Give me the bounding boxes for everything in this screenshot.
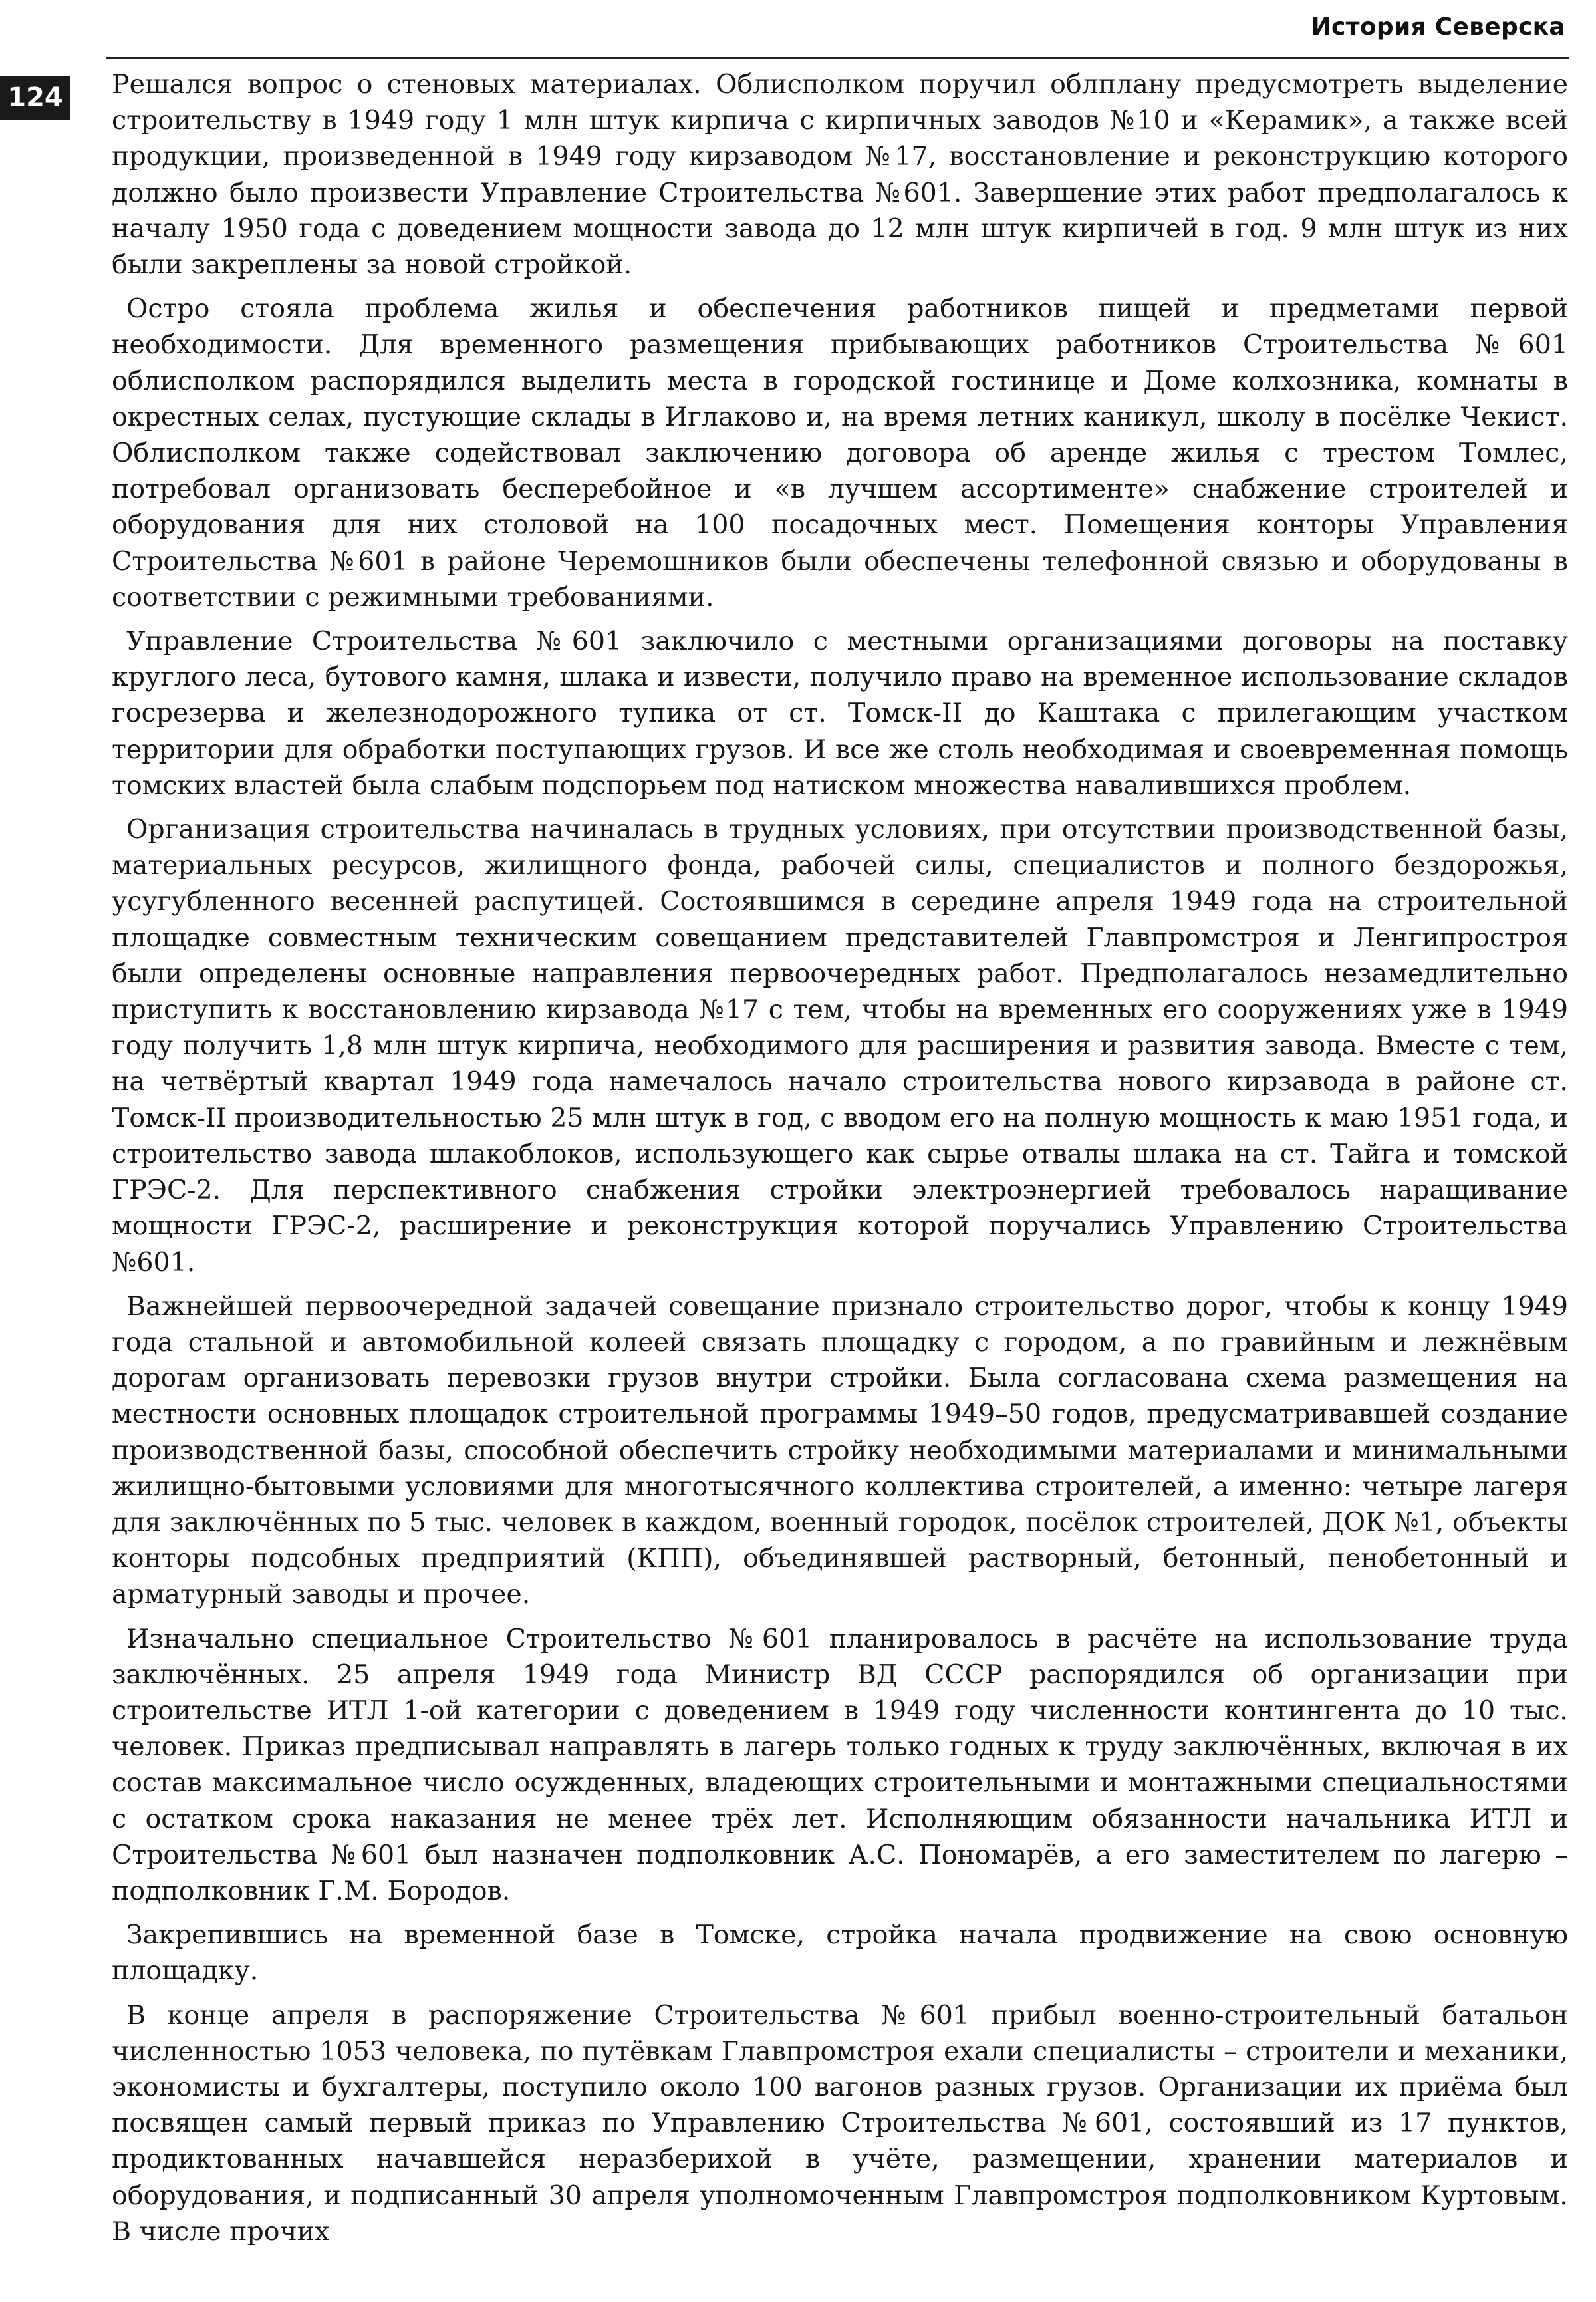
paragraph-1: Решался вопрос о стеновых материалах. Облисполком поручил облплану предусмотреть выделение строительству в 1949 году 1 млн штук кирпича с кирпичных заводов №10 и «Керамик», а также всей продукции, произведенной в 1949 году кирзаводом №17, восстановление и реконструкцию которого должно было произвести Управление Строительства №601. Завершение этих работ предполагалось к началу 1950 года с доведением мощности завода до 12 млн штук кирпичей в год. 9 млн штук из них были закреплены за новой стройкой. (112, 69, 1568, 281)
article-body (112, 67, 1568, 2257)
paragraph-7: Закрепившись на временной базе в Томске, стройка начала продвижение на свою основную площадку. (112, 1920, 1568, 1987)
paragraph-3: Управление Строительства №601 заключило с местными организациями договоры на поставку круглого леса, бутового камня, шлака и извести, получило право на временное использование складов госрезерва и железнодорожного тупика от ст. Томск-II до Каштака с прилегающим участком территории для обработки поступающих грузов. И все же столь необходимая и своевременная помощь томских властей была слабым подспорьем под натиском множества навалившихся проблем. (112, 626, 1568, 801)
paragraph-8: В конце апреля в распоряжение Строительства №601 прибыл военно-строительный батальон численностью 1053 человека, по путёвкам Главпромстроя ехали специалисты – строители и механики, экономисты и бухгалтеры, поступило около 100 вагонов разных грузов. Организации их приёма был посвящен самый первый приказ по Управлению Строительства №601, состоявший из 17 пунктов, продиктованных начавшейся неразберихой в учёте, размещении, хранении материалов и оборудования, и подписанный 30 апреля уполномоченным Главпромстроя подполковником Куртовым. В числе прочих (112, 1999, 1568, 2247)
paragraph-5: Важнейшей первоочередной задачей совещание признало строительство дорог, чтобы к концу 1949 года стальной и автомобильной колеей связать площадку с городом, а по гравийным и лежнёвым дорогам организовать перевозки грузов внутри стройки. Была согласована схема размещения на местности основных площадок строительной программы 1949–50 годов, предусматривавшей создание производственной базы, способной обеспечить стройку необходимыми материалами и минимальными жилищно-бытовыми условиями для многотысячного коллектива строителей, а именно: четыре лагеря для заключённых по 5 тыс. человек в каждом, военный городок, посёлок строителей, ДОК №1, объекты конторы подсобных предприятий (КПП), объединявшей растворный, бетонный, пенобетонный и арматурный заводы и прочее. (112, 1290, 1568, 1610)
header-rule (106, 57, 1569, 59)
paragraph-4: Организация строительства начиналась в трудных условиях, при отсутствии производственной базы, материальных ресурсов, жилищного фонда, рабочей силы, специалистов и полного бездорожья, усугубленного весенней распутицей. Состоявшимся в середине апреля 1949 года на строительной площадке совместным техническим совещанием представителей Главпромстроя и Ленгипростроя были определены основные направления первоочередных работ. Предполагалось незамедлительно приступить к восстановлению кирзавода №17 с тем, чтобы на временных его сооружениях уже в 1949 году получить 1,8 млн штук кирпича, необходимого для расширения и развития завода. Вместе с тем, на четвёртый квартал 1949 года намечалось начало строительства нового кирзавода в районе ст. Томск-II производительностью 25 млн штук в год, с вводом его на полную мощность к маю 1951 года, и строительство завода шлакоблоков, использующего как сырье отвалы шлака на ст. Тайга и томской ГРЭС-2. Для перспективного снабжения стройки электроэнергией требовалось наращивание мощности ГРЭС-2, расширение и реконструкция которой поручались Управлению Строительства №601. (112, 814, 1568, 1278)
running-title: История Северска (1311, 13, 1565, 41)
page-number: 124 (0, 76, 70, 120)
paragraph-2: Остро стояла проблема жилья и обеспечения работников пищей и предметами первой необходимости. Для временного размещения прибывающих работников Строительства №601 облисполком распорядился выделить места в городской гостинице и Доме колхозника, комнаты в окрестных селах, пустующие склады в Иглаково и, на время летних каникул, школу в посёлке Чекист. Облисполком также содействовал заключению договора об аренде жилья с трестом Томлес, потребовал организовать бесперебойное и «в лучшем ассортименте» снабжение строителей и оборудования для них столовой на 100 посадочных мест. Помещения конторы Управления Строительства №601 в районе Черемошников были обеспечены телефонной связью и оборудованы в соответствии с режимными требованиями. (112, 293, 1568, 613)
paragraph-6: Изначально специальное Строительство №601 планировалось в расчёте на использование труда заключённых. 25 апреля 1949 года Министр ВД СССР распорядился об организации при строительстве ИТЛ 1-ой категории с доведением в 1949 году численности контингента до 10 тыс. человек. Приказ предписывал направлять в лагерь только годных к труду заключённых, включая в их состав максимальное число осужденных, владеющих строительными и монтажными специальностями с остатком срока наказания не менее трёх лет. Исполняющим обязанности начальника ИТЛ и Строительства №601 был назначен подполковник А.С. Пономарёв, а его заместителем по лагерю – подполковник Г.М. Бородов. (112, 1623, 1568, 1906)
